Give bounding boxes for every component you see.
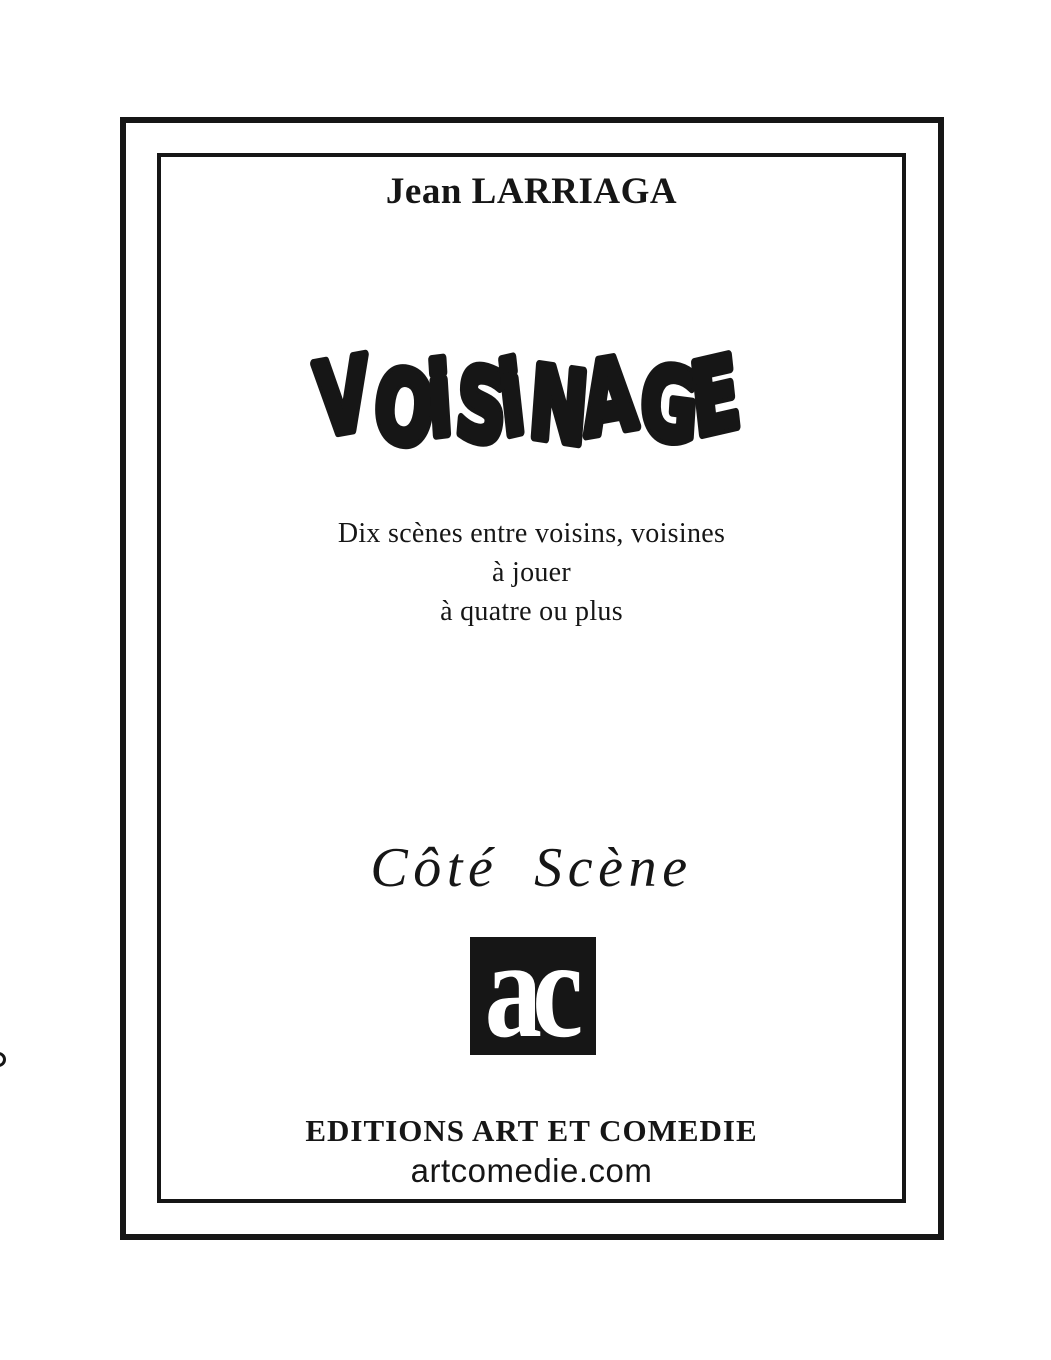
publisher-website: artcomedie.com xyxy=(410,1152,653,1189)
book-title-text: VOiSiNAGE xyxy=(307,333,767,465)
subtitle-line-3: à quatre ou plus xyxy=(440,596,623,627)
publisher-logo: ac xyxy=(470,937,596,1055)
subtitle xyxy=(157,514,906,631)
book-title xyxy=(291,330,771,465)
subtitle-line-1: Dix scènes entre voisins, voisines xyxy=(337,518,726,549)
subtitle-line-2: à jouer xyxy=(491,557,572,588)
collection-name: Côté Scène xyxy=(370,837,693,899)
publisher-name: EDITIONS ART ET COMEDIE xyxy=(305,1113,758,1148)
page-edge-mark xyxy=(0,1052,6,1067)
author-name: Jean LARRIAGA xyxy=(385,171,678,212)
